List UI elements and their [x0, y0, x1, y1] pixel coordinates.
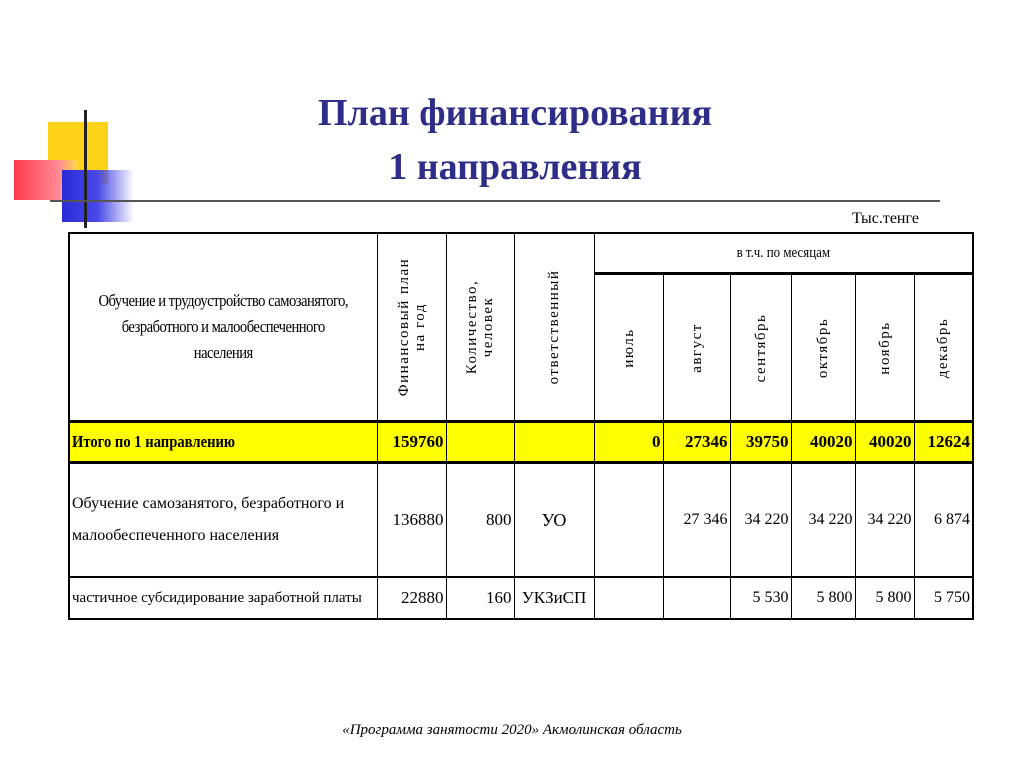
row-label: частичное субсидирование заработной платы: [69, 577, 377, 619]
row-september: 34 220: [730, 463, 791, 578]
row-october: 34 220: [791, 463, 855, 578]
financing-table: [68, 232, 974, 620]
header-months: в т.ч. по месяцам: [594, 233, 973, 274]
total-october: 40020: [791, 422, 855, 463]
row-plan: 22880: [377, 577, 446, 619]
row-responsible: УО: [514, 463, 594, 578]
total-november: 40020: [855, 422, 914, 463]
row-responsible: УКЗиСП: [514, 577, 594, 619]
total-july: 0: [594, 422, 663, 463]
header-month-july: июль: [594, 274, 663, 422]
header-month-august: август: [663, 274, 730, 422]
total-august: 27346: [663, 422, 730, 463]
row-count: 160: [446, 577, 514, 619]
total-december: 12624: [914, 422, 973, 463]
table-row: [69, 463, 973, 578]
row-august: [663, 577, 730, 619]
unit-label: Тыс.тенге: [852, 210, 919, 227]
decor-vertical-line: [84, 110, 87, 228]
row-july: [594, 577, 663, 619]
row-september: 5 530: [730, 577, 791, 619]
header-direction: Обучение и трудоустройство самозанятого, безработного и малообеспеченного населения: [69, 233, 377, 422]
header-month-september: сентябрь: [730, 274, 791, 422]
total-count: [446, 422, 514, 463]
decor-blue-square: [62, 170, 134, 222]
title-line-2: 1 направления: [388, 146, 642, 188]
slide-title: [230, 86, 800, 194]
header-plan: Финансовый план на год: [377, 233, 446, 422]
row-november: 5 800: [855, 577, 914, 619]
total-plan: 159760: [377, 422, 446, 463]
total-september: 39750: [730, 422, 791, 463]
header-count: Количество, человек: [446, 233, 514, 422]
header-month-october: октябрь: [791, 274, 855, 422]
header-responsible: ответственный: [514, 233, 594, 422]
header-month-november: ноябрь: [855, 274, 914, 422]
table-row-total: [69, 422, 973, 463]
row-november: 34 220: [855, 463, 914, 578]
row-july: [594, 463, 663, 578]
decor-horizontal-line: [50, 200, 940, 202]
row-december: 6 874: [914, 463, 973, 578]
total-label: Итого по 1 направлению: [69, 422, 377, 463]
row-december: 5 750: [914, 577, 973, 619]
title-line-1: План финансирования: [317, 92, 713, 134]
table-row: [69, 577, 973, 619]
row-label: Обучение самозанятого, безработного и малообеспеченного населения: [69, 463, 377, 578]
row-october: 5 800: [791, 577, 855, 619]
row-count: 800: [446, 463, 514, 578]
total-responsible: [514, 422, 594, 463]
row-plan: 136880: [377, 463, 446, 578]
header-month-december: декабрь: [914, 274, 973, 422]
row-august: 27 346: [663, 463, 730, 578]
footer-caption: «Программа занятости 2020» Акмолинская область: [342, 722, 682, 738]
